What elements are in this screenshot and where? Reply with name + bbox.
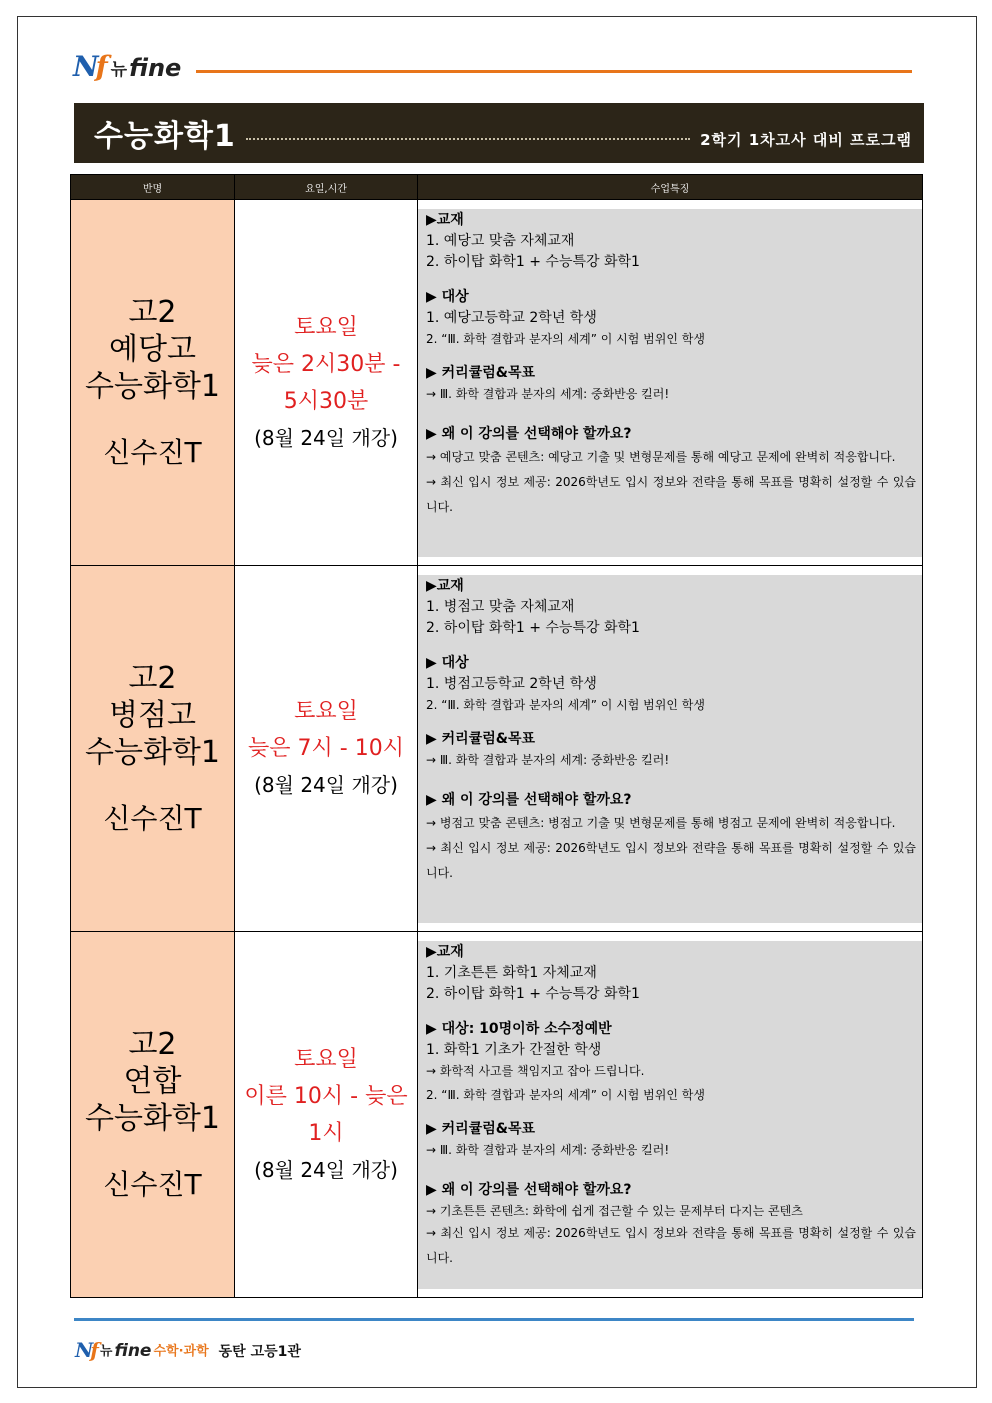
feature-box <box>418 209 922 557</box>
class-day: 토요일 <box>294 314 358 340</box>
footer-logo <box>75 1337 301 1361</box>
class-time: 늦은 7시 - 10시 <box>248 736 404 761</box>
feature-box <box>418 941 922 1289</box>
why-item: → 최신 입시 정보 제공: 2026학년도 입시 정보와 전략을 통해 목표를 명확히 설정할 수 있습니다. <box>426 474 916 514</box>
curriculum-item: → Ⅲ. 화학 결합과 분자의 세계: 중화반응 킬러! <box>426 1142 670 1157</box>
title-banner <box>74 103 924 163</box>
banner-subtitle: 2학기 1차고사 대비 프로그램 <box>700 130 912 149</box>
why-item: → 최신 입시 정보 제공: 2026학년도 입시 정보와 전략을 통해 목표를 명확히 설정할 수 있습니다. <box>426 840 916 880</box>
brand-logo <box>73 48 181 82</box>
target-heading: ▶ 대상 <box>426 288 469 305</box>
footer-divider <box>74 1318 914 1321</box>
class-time: 5시30분 <box>283 388 369 414</box>
textbook-heading: ▶교재 <box>426 577 464 594</box>
header-divider <box>196 70 912 73</box>
class-day: 토요일 <box>294 699 358 724</box>
curriculum-item: → Ⅲ. 화학 결합과 분자의 세계: 중화반응 킬러! <box>426 752 670 767</box>
class-subject: 수능화학1 <box>84 735 220 770</box>
class-teacher: 신수진T <box>103 802 202 835</box>
banner-dotted-leader <box>246 138 690 140</box>
target-item: 1. 예당고등학교 2학년 학생 <box>426 309 597 326</box>
textbook-heading: ▶교재 <box>426 943 464 960</box>
class-open-date: (8월 24일 개강) <box>254 1157 398 1182</box>
curriculum-heading: ▶ 커리큘럼&목표 <box>426 364 535 381</box>
textbook-item: 1. 예당고 맞춤 자체교재 <box>426 232 575 249</box>
logo-new: 뉴 <box>99 1344 113 1359</box>
table-header-row <box>71 175 923 200</box>
logo-mark-icon: Nf <box>73 50 105 83</box>
class-open-date: (8월 24일 개강) <box>254 425 398 450</box>
feature-cell <box>418 932 923 1298</box>
class-cell <box>71 932 235 1298</box>
why-item: → 최신 입시 정보 제공: 2026학년도 입시 정보와 전략을 통해 목표를 명확히 설정할 수 있습니다. <box>426 1225 916 1265</box>
target-heading: ▶ 대상: 10명이하 소수정예반 <box>426 1020 612 1037</box>
why-heading: ▶ 왜 이 강의를 선택해야 할까요? <box>426 425 632 442</box>
target-item: 2. “Ⅲ. 화학 결합과 분자의 세계” 이 시험 범위인 학생 <box>426 697 705 712</box>
class-day: 토요일 <box>294 1046 358 1072</box>
banner-title: 수능화학1 <box>94 119 236 154</box>
class-cell <box>71 566 235 932</box>
textbook-item: 2. 하이탑 화학1 + 수능특강 화학1 <box>426 985 640 1002</box>
class-open-date: (8월 24일 개강) <box>254 773 398 797</box>
footer-subject: 수학·과학 <box>153 1344 209 1359</box>
col-header-time: 요일,시간 <box>235 175 418 200</box>
target-item: 2. “Ⅲ. 화학 결합과 분자의 세계” 이 시험 범위인 학생 <box>426 1087 705 1102</box>
class-time: 늦은 2시30분 - <box>251 351 401 377</box>
textbook-item: 2. 하이탑 화학1 + 수능특강 화학1 <box>426 253 640 270</box>
feature-cell <box>418 566 923 932</box>
class-subject: 수능화학1 <box>84 369 220 404</box>
class-school: 연합 <box>123 1064 182 1099</box>
time-cell <box>235 200 418 566</box>
why-item: → 예당고 맞춤 콘텐츠: 예당고 기출 및 변형문제를 통해 예당고 문제에 완벽히 적응합니다. <box>426 449 896 464</box>
table-row <box>71 566 923 932</box>
footer-branch: 동탄 고등1관 <box>218 1344 301 1360</box>
target-note: → 화학적 사고를 책임지고 잡아 드립니다. <box>426 1063 645 1078</box>
textbook-item: 2. 하이탑 화학1 + 수능특강 화학1 <box>426 619 640 636</box>
table-row <box>71 200 923 566</box>
feature-cell <box>418 200 923 566</box>
class-grade: 고2 <box>128 661 177 696</box>
class-school: 예당고 <box>109 332 196 367</box>
logo-fine: fine <box>114 1341 152 1361</box>
time-cell <box>235 932 418 1298</box>
why-item: → 기초튼튼 콘텐츠: 화학에 쉽게 접근할 수 있는 문제부터 다지는 콘텐츠 <box>426 1203 803 1218</box>
target-item: 1. 화학1 기초가 간절한 학생 <box>426 1041 602 1058</box>
logo-new: 뉴 <box>110 60 128 80</box>
class-teacher: 신수진T <box>103 436 202 469</box>
class-time: 1시 <box>308 1120 344 1146</box>
why-heading: ▶ 왜 이 강의를 선택해야 할까요? <box>426 791 632 808</box>
col-header-features: 수업특징 <box>418 175 923 200</box>
feature-box <box>418 575 922 923</box>
curriculum-heading: ▶ 커리큘럼&목표 <box>426 1120 535 1137</box>
curriculum-item: → Ⅲ. 화학 결합과 분자의 세계: 중화반응 킬러! <box>426 386 670 401</box>
logo-fine: fine <box>129 54 182 82</box>
class-subject: 수능화학1 <box>84 1101 220 1136</box>
target-item: 2. “Ⅲ. 화학 결합과 분자의 세계” 이 시험 범위인 학생 <box>426 331 705 346</box>
col-header-class: 반명 <box>71 175 235 200</box>
target-heading: ▶ 대상 <box>426 654 469 671</box>
curriculum-heading: ▶ 커리큘럼&목표 <box>426 730 535 747</box>
textbook-item: 1. 기초튼튼 화학1 자체교재 <box>426 964 597 981</box>
class-time: 이른 10시 - 늦은 <box>244 1083 408 1109</box>
class-grade: 고2 <box>128 1027 177 1062</box>
class-grade: 고2 <box>128 295 177 330</box>
schedule-table <box>70 174 923 1298</box>
why-heading: ▶ 왜 이 강의를 선택해야 할까요? <box>426 1181 632 1198</box>
logo-mark-icon: Nf <box>75 1338 96 1362</box>
time-cell <box>235 566 418 932</box>
table-row <box>71 932 923 1298</box>
target-item: 1. 병점고등학교 2학년 학생 <box>426 675 597 692</box>
class-cell <box>71 200 235 566</box>
textbook-item: 1. 병점고 맞춤 자체교재 <box>426 598 575 615</box>
class-school: 병점고 <box>109 698 196 733</box>
class-teacher: 신수진T <box>103 1168 202 1201</box>
textbook-heading: ▶교재 <box>426 211 464 228</box>
why-item: → 병점고 맞춤 콘텐츠: 병점고 기출 및 변형문제를 통해 병점고 문제에 완벽히 적응합니다. <box>426 815 896 830</box>
